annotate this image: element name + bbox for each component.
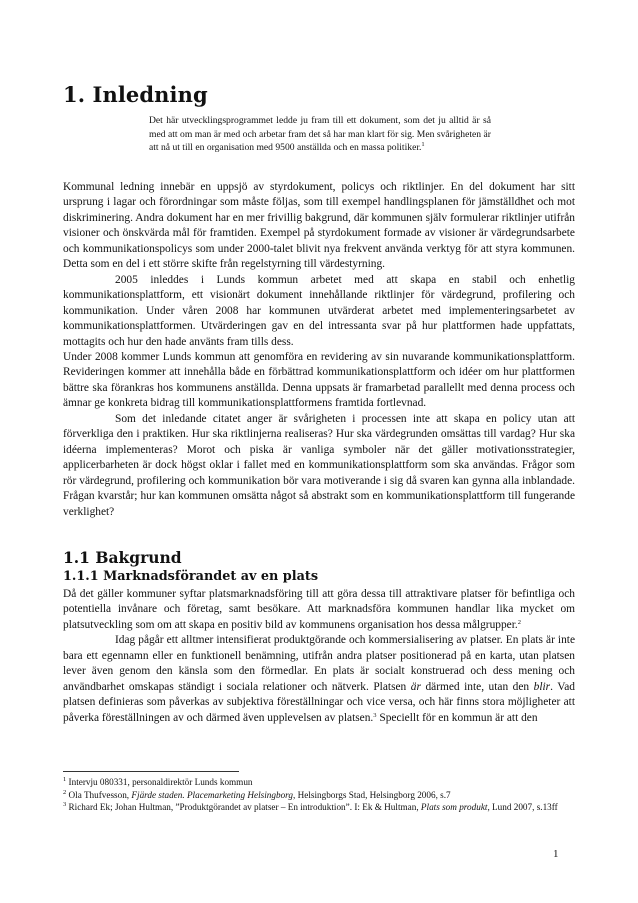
- quote-text: Det här utvecklingsprogrammet ledde ju fram till ett dokument, som det ju alltid är så med att om man är med och arbetar fram det så har man klart för sig. Men svårigheten är att nå ut till en organisation med 9500 anställda och en massa politiker.: [149, 115, 491, 154]
- footnote-3-number: 3: [63, 801, 67, 809]
- background-paragraph-1-text: Då det gäller kommuner syftar platsmarknadsföring till att göra dessa till attraktivare platser för befintliga och potentiella invånare och företag, samt besökare. Att marknadsföra kommunen handlar lika mycket om platsutveckling som om att skapa en positiv bild av kommunens organisation hos dessa målgrupper.: [63, 588, 575, 631]
- footnote-2-text-post: , Helsingborgs Stad, Helsingborg 2006, s.7: [293, 789, 451, 800]
- background-paragraph-2-text-b: därmed inte, utan den: [420, 680, 534, 693]
- background-paragraph-2-text-d: Speciellt för en kommun är att den: [376, 711, 538, 724]
- chapter-heading: 1. Inledning: [63, 82, 208, 107]
- emphasis-ar: är: [410, 680, 421, 693]
- footnote-3: [63, 801, 575, 814]
- footnote-ref-2: 2: [517, 618, 521, 626]
- epigraph-quote: [149, 114, 491, 155]
- footnote-1-number: 1: [63, 776, 67, 783]
- intro-paragraph-2: 2005 inleddes i Lunds kommun arbetet med att skapa en stabil och enhetlig kommunikationsplattform, ett visionärt dokument innehållande riktlinjer för värdegrund, profilering och kommunikation. Under våren 2008 har kommunen utvärderat arbetet med implementeringsarbetet av kommunikationsplattformen. Utvärderingen gav en del intressanta svar på hur plattformen hade uppfattats, mottagits och hur den hade använts fram tills dess.: [63, 273, 575, 348]
- footnote-ref-3: 3: [373, 711, 377, 719]
- background-paragraph-2-text-c: . Vad platsen definieras som påverkas av subjektiva föreställningar och vice versa, och här finns stora möjligheter att påverka föreställningen av och därmed även upplevelsen av platsen.: [63, 680, 575, 724]
- footnote-1: [63, 776, 575, 789]
- intro-paragraph-1: Kommunal ledning innebär en uppsjö av styrdokument, policys och riktlinjer. En del dokument har sitt ursprung i lagar och förordningar som måste följas, som till exempel handlingsplanen för jämställdhet och mot diskriminering. Andra dokument har en mer frivillig bakgrund, där kommunen själv formulerar riktlinjer utifrån visioner och önskvärda mål för framtiden. Exempel på styrdokument formade av visioner är värdegrundsarbete och kommunikationspolicys som under 2000-talet blivit nya frekvent använda verktyg för att styra kommunen. Detta som en del i ett större skifte från regelstyrning till värdestyrning.: [63, 181, 575, 271]
- footnote-3-title: Plats som produkt: [420, 802, 488, 813]
- intro-paragraph-4: Som det inledande citatet anger är svårigheten i processen inte att skapa en policy utan att förverkliga den i praktiken. Hur ska riktlinjerna realiseras? Hur ska värdegrunden omsättas till vardag? Hur ska idéerna implementeras? Morot och piska är vanliga symboler när det gäller motivationsstrategier, applicerbarheten är dock högst oklar i fallet med en kommunikationsplattform som ska användas. Frågor som rör värdegrund, profilering och kommunikation bör vara motiverande i sig då svaren kan gynna alla inblandade. Frågan kvarstår; hur kan kommunen omsätta något så abstrakt som en kommunikationsplattform till fungerande verklighet?: [63, 412, 575, 518]
- footnote-2-text-pre: Ola Thufvesson,: [68, 789, 132, 800]
- intro-section: [63, 180, 575, 520]
- background-paragraph-2-text-a: Idag pågår ett alltmer intensifierat produktgörande och kommersialisering av platser. En plats är inte bara ett egennamn eller en funktionell benämning, utifrån andra platser positionerad på en karta, utan platsen lever även genom den känsla som den förmedlar. En plats är socialt konstruerad och dess mening och användbarhet omskapas ständigt i sociala relationer och nätverk. Platsen: [63, 634, 575, 693]
- background-paragraph-1: [63, 587, 575, 633]
- footnote-3-text-post: , Lund 2007, s.13ff: [487, 802, 558, 813]
- section-heading: 1.1 Bakgrund: [63, 548, 182, 567]
- footnote-1-text: Intervju 080331, personaldirektör Lunds kommun: [68, 777, 253, 787]
- footnote-ref-1: 1: [421, 141, 425, 149]
- background-paragraph-2: [63, 633, 575, 726]
- background-section: [63, 587, 575, 726]
- page-number: 1: [553, 848, 559, 860]
- emphasis-blir: blir: [533, 680, 551, 693]
- footnotes: [63, 776, 575, 814]
- footnote-2: [63, 789, 575, 802]
- footnote-2-number: 2: [63, 788, 67, 796]
- footnote-3-text-pre: Richard Ek; Johan Hultman, ”Produktgörandet av platser – En introduktion”. I: Ek & Hultman,: [68, 802, 421, 813]
- intro-paragraph-3: Under 2008 kommer Lunds kommun att genomföra en revidering av sin nuvarande kommunikationsplattform. Revideringen kommer att innehålla både en förbättrad kommunikationsplattform och idéer om hur plattformen bättre ska förankras hos kommunens anställda. Denna uppsats är framarbetad parallellt med denna process och ämnar ge konkreta bidrag till kommunikationsplattformens framtida fortlevnad.: [63, 350, 575, 410]
- footnote-2-title: Fjärde staden. Placemarketing Helsingborg: [131, 789, 294, 800]
- subsection-heading: 1.1.1 Marknadsförandet av en plats: [63, 569, 319, 584]
- footnote-separator: [63, 771, 239, 772]
